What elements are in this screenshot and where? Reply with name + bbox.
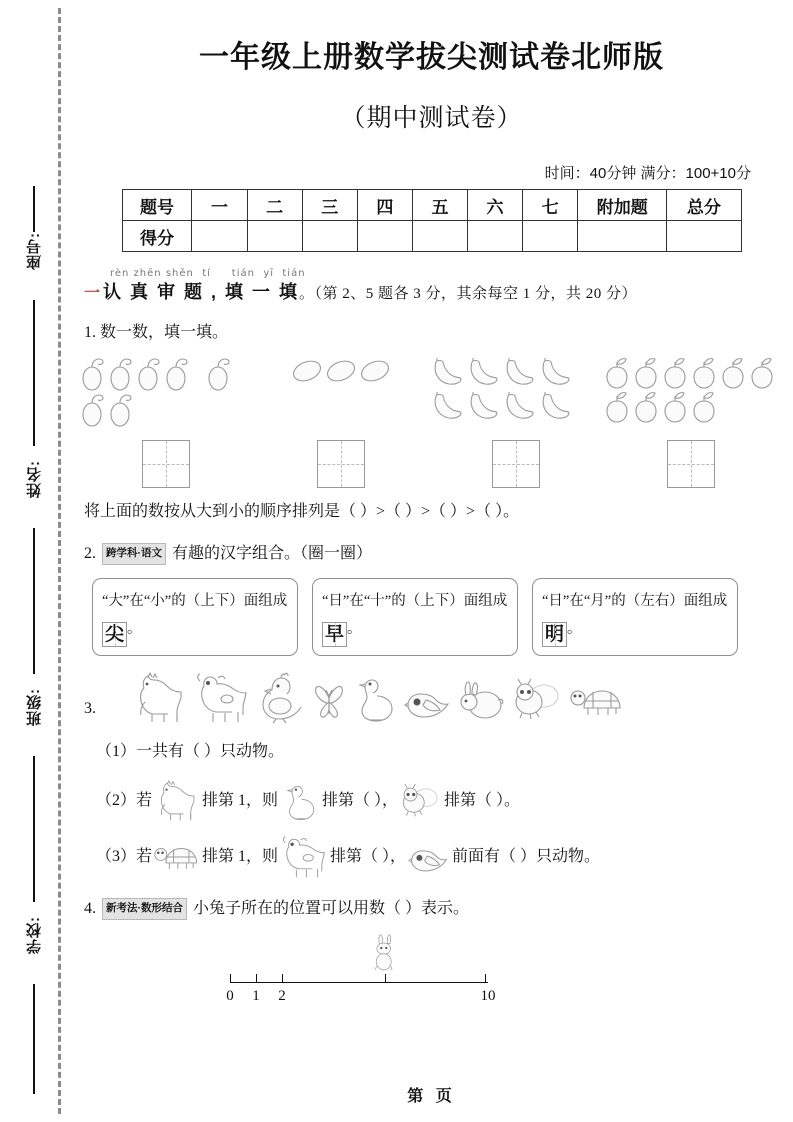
apple-icon <box>661 356 690 390</box>
number-line-label: 10 <box>480 988 496 1005</box>
binding-dashed-line <box>58 8 61 1114</box>
question-3 <box>70 668 793 724</box>
number-line-label: 0 <box>226 988 234 1005</box>
banana-icon <box>536 356 572 390</box>
q3-sub3-text-d: 前面有（ ）只动物。 <box>452 848 601 866</box>
horse-icon <box>154 780 200 822</box>
number-line-tick <box>385 974 386 983</box>
hanzi-answer-cell: 明 <box>542 622 567 647</box>
margin-field-label: 座号: <box>25 232 43 270</box>
mango-icon <box>324 356 358 386</box>
score-header-cell: 题号 <box>122 190 192 221</box>
section-note: 。（第 2、5 题各 3 分，其余每空 1 分，共 20 分） <box>299 286 638 302</box>
score-header-cell: 一 <box>192 190 247 221</box>
question-4-number: 4. <box>84 900 96 918</box>
answer-box-tianzige[interactable] <box>492 440 540 488</box>
turtle-icon <box>154 837 200 877</box>
pear-icon-set <box>78 356 253 434</box>
banana-icon <box>428 390 464 424</box>
q3-sub2-text-c: 排第（ ）， <box>322 792 399 810</box>
bee-icon <box>512 676 564 724</box>
page-title: 一年级上册数学拔尖测试卷北师版 <box>199 41 664 74</box>
banana-icon <box>500 356 536 390</box>
hanzi-card-text: “大”在“小”的（上下）面组成 <box>102 592 288 609</box>
number-line-rabbit <box>370 932 400 979</box>
score-input-cell[interactable] <box>247 221 302 252</box>
number-line-tick <box>256 974 257 983</box>
apple-icon <box>661 390 690 424</box>
table-row <box>122 221 741 252</box>
fruit-group-mango <box>253 356 428 488</box>
bird-icon <box>408 837 450 877</box>
rabbit-icon <box>370 932 400 974</box>
question-4 <box>84 895 793 922</box>
section-pinyin: rèn zhēn shěn tí tián yī tián <box>110 268 306 279</box>
fruit-group-pear <box>78 356 253 488</box>
q3-sub2-text-b: 排第 1，则 <box>202 792 279 810</box>
hanzi-card-text: “日”在“月”的（左右）面组成 <box>542 592 728 609</box>
score-input-cell[interactable] <box>667 221 741 252</box>
question-2-prompt: 有趣的汉字组合。（圈一圈） <box>172 545 373 563</box>
mango-icon-set <box>253 356 428 434</box>
margin-field-label: 学校: <box>25 916 43 954</box>
horse-icon <box>132 672 188 724</box>
q1-order-text[interactable]: 将上面的数按从大到小的顺序排列是（ ）>（ ）>（ ）>（ ）。 <box>84 503 520 521</box>
margin-field-1 <box>14 460 54 503</box>
hanzi-card-text: “日”在“十”的（上下）面组成 <box>322 592 508 609</box>
section-marker: 一 <box>84 285 101 302</box>
score-table <box>122 189 742 252</box>
number-line-tick <box>282 974 283 983</box>
apple-icon <box>632 390 661 424</box>
cow-icon <box>280 835 328 879</box>
banana-icon <box>464 356 500 390</box>
hanzi-card-period: 。 <box>567 620 582 637</box>
hanzi-answer-cell: 早 <box>322 622 347 647</box>
apple-icon <box>603 390 632 424</box>
score-header-cell: 总分 <box>667 190 741 221</box>
margin-rule <box>33 984 35 1094</box>
question-3-number: 3. <box>84 699 96 717</box>
turtle-icon <box>570 678 624 724</box>
score-input-cell[interactable] <box>357 221 412 252</box>
apple-icon <box>603 356 632 390</box>
margin-field-label: 班级: <box>25 688 43 726</box>
score-header-cell: 四 <box>357 190 412 221</box>
banana-icon <box>464 390 500 424</box>
banana-icon-set <box>428 356 603 434</box>
score-input-cell[interactable] <box>468 221 523 252</box>
apple-icon <box>690 356 719 390</box>
q3-sub3-text-c: 排第（ ）， <box>330 848 407 866</box>
butterfly-icon <box>312 676 346 724</box>
apple-icon <box>632 356 661 390</box>
q1-fruit-groups <box>78 356 778 488</box>
goose-icon <box>280 780 320 822</box>
number-line-tick <box>485 974 486 983</box>
q3-animal-row <box>132 672 624 724</box>
mango-icon <box>290 356 324 386</box>
table-header-row <box>122 190 741 221</box>
answer-box-tianzige[interactable] <box>667 440 715 488</box>
question-4-prompt[interactable]: 小兔子所在的位置可以用数（ ）表示。 <box>193 900 470 918</box>
pear-icon <box>134 356 162 392</box>
q3-sub2-text-a: （2）若 <box>96 792 153 810</box>
banana-icon <box>500 390 536 424</box>
score-header-cell: 二 <box>247 190 302 221</box>
binding-margin <box>0 0 70 1122</box>
apple-icon <box>719 356 748 390</box>
pear-icon <box>106 356 134 392</box>
margin-field-2 <box>14 688 54 731</box>
margin-field-0 <box>14 232 54 275</box>
question-2-number: 2. <box>84 545 96 563</box>
score-header-cell: 七 <box>523 190 578 221</box>
hanzi-card[interactable] <box>92 578 298 656</box>
score-header-cell: 三 <box>302 190 357 221</box>
cow-icon <box>194 672 250 724</box>
apple-icon <box>748 356 777 390</box>
margin-rule <box>33 300 35 446</box>
banana-icon <box>536 390 572 424</box>
score-header-cell: 五 <box>412 190 467 221</box>
hanzi-card-period: 。 <box>127 620 142 637</box>
score-input-cell[interactable] <box>192 221 247 252</box>
bird-icon <box>404 678 452 724</box>
question-1-number: 1. <box>84 324 96 341</box>
number-line-tick <box>230 974 231 983</box>
number-line-label: 1 <box>252 988 260 1005</box>
score-input-cell[interactable] <box>578 221 667 252</box>
margin-rule <box>33 186 35 232</box>
badge-new-method: 新考法·数形结合 <box>102 898 187 920</box>
score-header-cell: 六 <box>468 190 523 221</box>
pear-icon <box>78 356 106 392</box>
pear-icon <box>162 356 190 392</box>
chicken-icon <box>256 672 306 724</box>
page-subtitle: （期中测试卷） <box>340 104 523 132</box>
q2-hanzi-cards <box>92 578 793 656</box>
margin-rule <box>33 756 35 902</box>
question-2 <box>84 540 793 567</box>
score-input-cell[interactable] <box>412 221 467 252</box>
pear-icon <box>78 392 106 428</box>
q4-number-line <box>226 936 530 1008</box>
mango-icon <box>358 356 392 386</box>
banana-icon <box>428 356 464 390</box>
fruit-group-banana <box>428 356 603 488</box>
section-title: 认 真 审 题 , 填 一 填 <box>103 282 300 302</box>
answer-box-tianzige[interactable] <box>142 440 190 488</box>
score-header-cell: 附加题 <box>578 190 667 221</box>
hanzi-card[interactable] <box>312 578 518 656</box>
hanzi-answer-cell: 尖 <box>102 622 127 647</box>
apple-icon <box>690 390 719 424</box>
score-input-cell[interactable] <box>523 221 578 252</box>
answer-box-tianzige[interactable] <box>317 440 365 488</box>
score-input-cell[interactable] <box>302 221 357 252</box>
bee-icon <box>400 781 442 821</box>
pear-icon <box>204 356 232 392</box>
apple-icon-set <box>603 356 778 434</box>
pear-icon <box>106 392 134 428</box>
question-1-prompt: 数一数，填一填。 <box>100 324 229 341</box>
margin-field-3 <box>14 916 54 959</box>
q3-sub3-text-b: 排第 1，则 <box>202 848 279 866</box>
number-line-axis <box>230 982 488 983</box>
badge-cross-subject: 跨学科·语文 <box>102 543 166 565</box>
fruit-group-apple <box>603 356 778 488</box>
margin-field-label: 姓名: <box>25 460 43 498</box>
q3-sub-1[interactable]: （1）一共有（ ）只动物。 <box>96 742 285 760</box>
q3-sub-3[interactable] <box>96 835 793 879</box>
exam-page <box>70 0 793 1122</box>
hanzi-card-period: 。 <box>347 620 362 637</box>
hanzi-card[interactable] <box>532 578 738 656</box>
number-line-label: 2 <box>278 988 286 1005</box>
section-1-heading <box>84 268 793 304</box>
goose-icon <box>352 672 398 724</box>
q3-sub-2[interactable] <box>96 780 793 822</box>
rabbit-icon <box>458 678 506 724</box>
margin-rule <box>33 528 35 674</box>
q3-sub3-text-a: （3）若 <box>96 848 153 866</box>
exam-meta: 时间：40分钟 满分：100+10分 <box>544 165 751 182</box>
score-row-label: 得分 <box>122 221 192 252</box>
question-1 <box>84 319 793 346</box>
q3-sub2-text-d: 排第（ ）。 <box>444 792 521 810</box>
page-footer: 第 页 <box>407 1088 456 1105</box>
